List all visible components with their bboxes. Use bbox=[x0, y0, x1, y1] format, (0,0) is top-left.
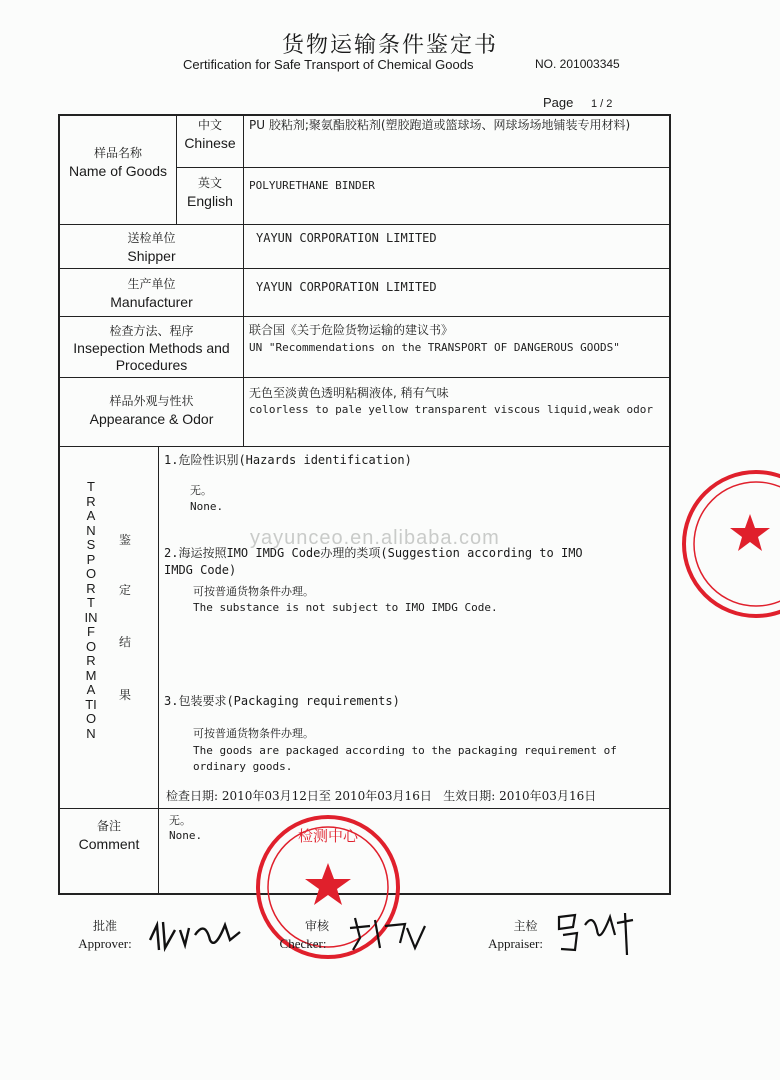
name-of-goods-label: 样品名称 Name of Goods bbox=[68, 146, 168, 179]
shipper-label: 送检单位 Shipper bbox=[127, 231, 176, 264]
chinese-name-value: PU 胶粘剂;聚氨酯胶粘剂(塑胶跑道或篮球场、网球场场地铺装专用材料) bbox=[249, 118, 631, 132]
methods-value-cn: 联合国《关于危险货物运输的建议书》 bbox=[249, 323, 454, 337]
section-value-cn: 无。 bbox=[190, 484, 212, 497]
approver-signature bbox=[145, 910, 245, 960]
page-number: 1 / 2 bbox=[591, 98, 613, 110]
section-title: 1.危险性识别(Hazards identification) bbox=[164, 453, 412, 467]
approver-label: 批准 Approver: bbox=[78, 919, 132, 951]
inspection-dates: 检查日期: 2010年03月12日至 2010年03月16日 生效日期: 2010年03月16日 bbox=[166, 789, 597, 803]
transport-information-vertical-label: TRANSPORT INFORMATION bbox=[84, 479, 98, 741]
watermark: yayunceo.en.alibaba.com bbox=[250, 527, 500, 549]
stamp-text: 检测中心 bbox=[297, 827, 359, 845]
result-char-2: 定 bbox=[119, 583, 132, 597]
chinese-label: 中文 Chinese bbox=[184, 118, 236, 151]
page-label: Page bbox=[543, 95, 574, 110]
checker-label: 审核 Checker: bbox=[279, 919, 329, 951]
english-name-value: POLYURETHANE BINDER bbox=[249, 179, 375, 192]
section-value-en: None. bbox=[190, 500, 224, 513]
section-value-en: The goods are packaged according to the packaging requirement of ordinary goods. bbox=[193, 744, 617, 773]
section-title: 3.包装要求(Packaging requirements) bbox=[164, 694, 400, 708]
appearance-label: 样品外观与性状 Appearance & Odor bbox=[89, 394, 214, 427]
english-label: 英文 English bbox=[187, 176, 233, 209]
comment-label: 备注 Comment bbox=[78, 819, 140, 852]
appraiser-label: 主检 Appraiser: bbox=[488, 919, 543, 951]
shipper-value: YAYUN CORPORATION LIMITED bbox=[256, 231, 437, 245]
page-indicator bbox=[543, 95, 612, 110]
document-title-cn: 货物运输条件鉴定书 bbox=[281, 33, 498, 58]
comment-value-en: None. bbox=[169, 829, 203, 842]
methods-value-en: UN "Recommendations on the TRANSPORT OF DANGEROUS GOODS" bbox=[249, 341, 620, 354]
document-title-en: Certification for Safe Transport of Chemical Goods bbox=[183, 57, 474, 72]
result-char-3: 结 bbox=[119, 635, 132, 649]
manufacturer-value: YAYUN CORPORATION LIMITED bbox=[256, 280, 437, 294]
checker-signature bbox=[345, 908, 435, 960]
certificate-number: NO. 201003345 bbox=[535, 57, 620, 71]
appearance-value-en: colorless to pale yellow transparent viscous liquid,weak odor bbox=[249, 403, 653, 416]
result-char-1: 鉴 bbox=[119, 533, 132, 547]
section-value-en: The substance is not subject to IMO IMDG Code. bbox=[193, 601, 498, 614]
appearance-value-cn: 无色至淡黄色透明粘稠液体, 稍有气味 bbox=[249, 386, 449, 400]
appraiser-signature bbox=[555, 905, 635, 960]
comment-value-cn: 无。 bbox=[169, 814, 191, 827]
result-char-4: 果 bbox=[119, 688, 132, 702]
section-title: 2.海运按照IMO IMDG Code办理的类项(Suggestion according to IMO IMDG Code) bbox=[164, 546, 583, 577]
methods-label: 检查方法、程序 Insepection Methods and Procedures bbox=[73, 324, 230, 373]
section-value-cn: 可按普通货物条件办理。 bbox=[193, 727, 314, 740]
section-value-cn: 可按普通货物条件办理。 bbox=[193, 585, 314, 598]
manufacturer-label: 生产单位 Manufacturer bbox=[110, 277, 193, 310]
red-stamp-right bbox=[678, 468, 780, 620]
